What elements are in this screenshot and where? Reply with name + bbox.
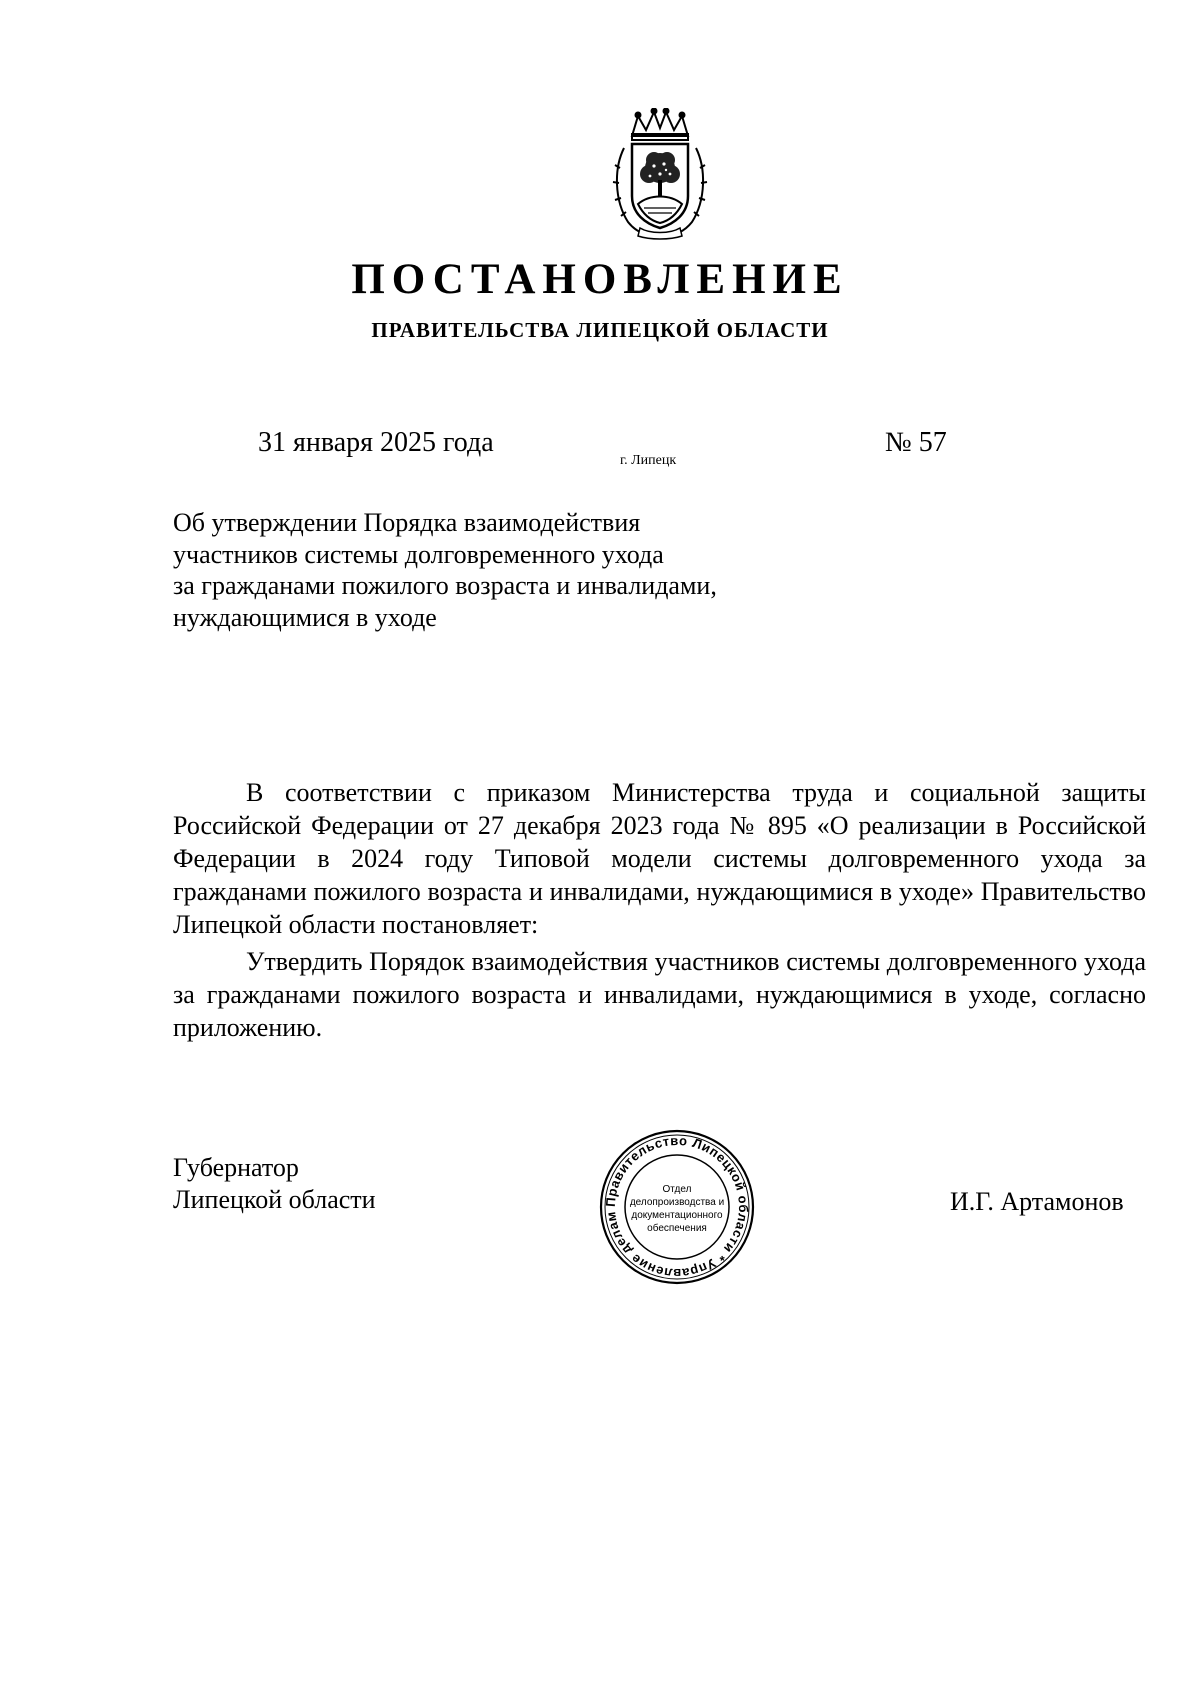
stamp-outer-text: Правительство Липецкой области * Управление делам (602, 1132, 752, 1282)
stamp-inner-line: обеспечения (647, 1223, 707, 1234)
document-number: № 57 (885, 427, 947, 458)
stamp-inner-line: документационного (631, 1210, 723, 1221)
document-body (173, 776, 1146, 1044)
signatory-position-line: Липецкой области (173, 1184, 376, 1214)
document-subject (173, 507, 873, 633)
subject-line: Об утверждении Порядка взаимодействия (173, 508, 641, 537)
signatory-position-line: Губернатор (173, 1153, 299, 1182)
subject-line: за гражданами пожилого возраста и инвалидами, (173, 571, 717, 600)
document-city: г. Липецк (620, 453, 677, 468)
official-stamp-icon (598, 1128, 756, 1286)
document-subtitle: ПРАВИТЕЛЬСТВА ЛИПЕЦКОЙ ОБЛАСТИ (371, 318, 829, 342)
body-paragraph: В соответствии с приказом Министерства труда и социальной защиты Российской Федерации от 27 декабря 2023 года № 895 «О реализации в Российской Федерации в 2024 году Типовой модели системы долговременного ухода за гражданами пожилого возраста и инвалидами, нуждающимися в уходе» Правительство Липецкой области постановляет: (173, 778, 1146, 939)
stamp-inner-line: Отдел (662, 1184, 692, 1195)
coat-of-arms-icon (610, 108, 710, 240)
document-title: ПОСТАНОВЛЕНИЕ (351, 256, 849, 303)
subject-line: участников системы долговременного ухода (173, 539, 664, 569)
document-date: 31 января 2025 года (258, 427, 494, 458)
stamp-inner-line: делопроизводства и (629, 1197, 725, 1208)
body-paragraph: Утвердить Порядок взаимодействия участников системы долговременного ухода за гражданами пожилого возраста и инвалидами, нуждающимися в уходе, согласно приложению. (173, 947, 1146, 1042)
signatory-name: И.Г. Артамонов (950, 1187, 1124, 1216)
subject-line: нуждающимися в уходе (173, 602, 437, 632)
signatory-position (173, 1152, 376, 1215)
